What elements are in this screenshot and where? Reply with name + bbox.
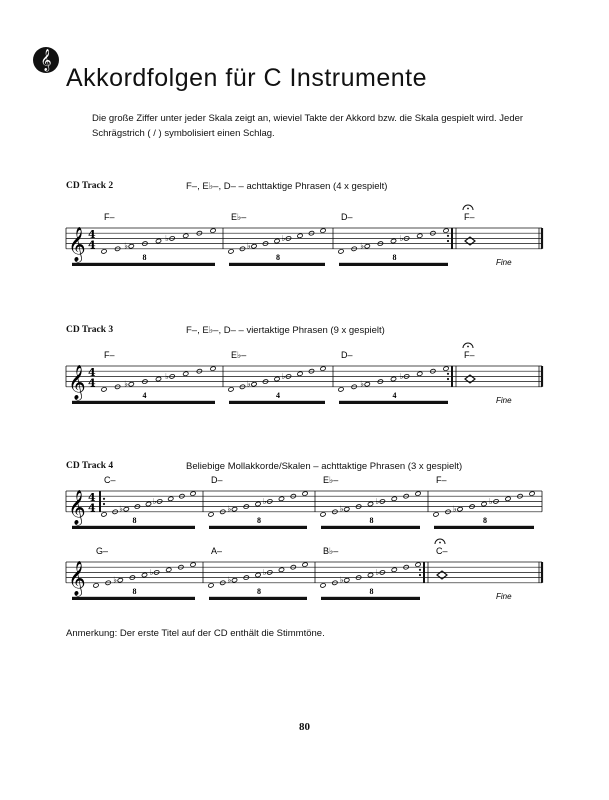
note xyxy=(320,366,326,371)
note xyxy=(390,376,396,381)
chord-symbol: C– xyxy=(436,546,448,556)
note xyxy=(255,572,261,577)
flat-icon: ♭ xyxy=(375,567,380,577)
chord-symbol: E♭– xyxy=(323,475,339,485)
note xyxy=(183,371,189,376)
chord-symbol: F– xyxy=(104,350,115,360)
note xyxy=(251,244,257,249)
chord-symbol: F– xyxy=(464,350,475,360)
note xyxy=(417,233,423,238)
track-description-2: F–, E♭–, D– – achttaktige Phrasen (4 x gespielt) xyxy=(186,181,388,192)
note xyxy=(364,382,370,387)
note xyxy=(278,567,284,572)
note xyxy=(155,238,161,243)
flat-icon: ♭ xyxy=(339,504,344,514)
note xyxy=(128,244,134,249)
note xyxy=(210,228,216,233)
note xyxy=(390,238,396,243)
track-label-3: CD Track 3 xyxy=(66,325,114,335)
note xyxy=(391,496,397,501)
note xyxy=(145,501,151,506)
note xyxy=(320,583,326,588)
chord-symbol: B♭– xyxy=(323,546,339,556)
note xyxy=(190,491,196,496)
note xyxy=(93,583,99,588)
note xyxy=(208,583,214,588)
note xyxy=(101,387,107,392)
repeat-dot xyxy=(419,569,421,571)
flat-icon: ♭ xyxy=(262,567,267,577)
flat-icon: ♭ xyxy=(453,504,457,514)
note xyxy=(320,228,326,233)
chord-symbol: F– xyxy=(436,475,447,485)
flat-icon: ♭ xyxy=(360,379,365,389)
note xyxy=(415,562,421,567)
chord-symbol: D– xyxy=(211,475,223,485)
flat-icon: ♭ xyxy=(489,496,493,506)
fermata-dot xyxy=(439,542,441,544)
flat-icon: ♭ xyxy=(165,233,169,243)
track-label-4: CD Track 4 xyxy=(66,461,114,471)
time-signature-top: 4 xyxy=(88,365,96,379)
note xyxy=(155,376,161,381)
measure-count: 8 xyxy=(276,252,280,262)
note xyxy=(141,572,147,577)
flat-icon: ♭ xyxy=(360,241,365,251)
flat-icon: ♭ xyxy=(281,233,286,243)
count-bar xyxy=(434,526,534,529)
measure-count: 4 xyxy=(276,390,280,400)
flat-icon: ♭ xyxy=(119,504,124,514)
note xyxy=(117,578,123,583)
note xyxy=(190,562,196,567)
count-bar xyxy=(339,263,448,266)
flat-icon: ♭ xyxy=(262,496,267,506)
flat-icon: ♭ xyxy=(152,496,157,506)
time-signature-bottom: 4 xyxy=(88,376,96,390)
footnote: Anmerkung: Der erste Titel auf der CD enthält die Stimmtöne. xyxy=(66,628,325,639)
note xyxy=(123,507,129,512)
intro-text: Die große Ziffer unter jeder Skala zeigt an, wieviel Takte der Akkord bzw. die Skala gespielt wird. Jeder Schrägstrich ( / ) symbolisiert einen Schlag. xyxy=(92,113,524,139)
flat-icon: ♭ xyxy=(227,575,232,585)
note xyxy=(228,249,234,254)
fine-marking: Fine xyxy=(496,591,512,601)
track-description-3: F–, E♭–, D– – viertaktige Phrasen (9 x gespielt) xyxy=(186,325,385,336)
measure-count: 4 xyxy=(142,390,147,400)
flat-icon: ♭ xyxy=(113,575,118,585)
treble-clef-icon: 𝄞 xyxy=(68,226,86,262)
flat-icon: ♭ xyxy=(281,371,286,381)
note xyxy=(228,387,234,392)
repeat-dot xyxy=(103,503,105,505)
count-bar xyxy=(229,263,325,266)
fermata-dot xyxy=(467,346,469,348)
note xyxy=(101,249,107,254)
time-signature-bottom: 4 xyxy=(88,501,96,515)
measure-count: 4 xyxy=(392,390,397,400)
note xyxy=(344,578,350,583)
repeat-dot xyxy=(447,373,449,375)
time-signature-top: 4 xyxy=(88,490,96,504)
time-signature-bottom: 4 xyxy=(88,238,96,252)
note xyxy=(338,249,344,254)
measure-count: 8 xyxy=(483,515,487,525)
flat-icon: ♭ xyxy=(227,504,232,514)
page-title: Akkordfolgen für C Instrumente xyxy=(66,64,427,92)
note xyxy=(168,496,174,501)
measure-count: 8 xyxy=(369,586,374,596)
count-bar xyxy=(72,401,215,404)
count-bar xyxy=(321,597,420,600)
fermata-dot xyxy=(467,208,469,210)
note xyxy=(255,501,261,506)
count-bar xyxy=(321,526,420,529)
chord-symbol: A– xyxy=(211,546,223,556)
treble-clef-icon: 𝄞 xyxy=(68,364,86,400)
repeat-dot xyxy=(419,574,421,576)
note xyxy=(231,507,237,512)
count-bar xyxy=(229,401,325,404)
note xyxy=(302,562,308,567)
chord-symbol: G– xyxy=(96,546,109,556)
note xyxy=(443,366,449,371)
chord-symbol: F– xyxy=(104,212,115,222)
note xyxy=(529,491,535,496)
note xyxy=(302,491,308,496)
flat-icon: ♭ xyxy=(375,496,380,506)
page-number: 80 xyxy=(299,721,310,733)
chord-symbol: C– xyxy=(104,475,116,485)
chord-symbol: E♭– xyxy=(231,350,247,360)
note xyxy=(367,501,373,506)
measure-count: 8 xyxy=(132,586,137,596)
chord-symbol: D– xyxy=(341,212,353,222)
note xyxy=(364,244,370,249)
flat-icon: ♭ xyxy=(247,241,251,251)
chord-symbol: F– xyxy=(464,212,475,222)
repeat-dot xyxy=(447,240,449,242)
note xyxy=(415,491,421,496)
fine-marking: Fine xyxy=(496,395,512,405)
note xyxy=(274,376,280,381)
note xyxy=(338,387,344,392)
flat-icon: ♭ xyxy=(124,379,129,389)
note xyxy=(433,512,439,517)
count-bar xyxy=(209,526,307,529)
treble-clef-icon: 𝄞 xyxy=(68,489,86,525)
flat-icon: ♭ xyxy=(247,379,251,389)
repeat-dot xyxy=(103,498,105,500)
note xyxy=(320,512,326,517)
note xyxy=(208,512,214,517)
note xyxy=(481,501,487,506)
note xyxy=(274,238,280,243)
count-bar xyxy=(72,526,195,529)
treble-clef-icon: 𝄞 xyxy=(68,560,86,596)
flat-icon: ♭ xyxy=(399,233,404,243)
count-bar xyxy=(209,597,307,600)
chord-symbol: D– xyxy=(341,350,353,360)
note xyxy=(231,578,237,583)
note xyxy=(101,512,107,517)
note xyxy=(251,382,257,387)
measure-count: 8 xyxy=(257,586,261,596)
flat-icon: ♭ xyxy=(339,575,344,585)
note xyxy=(128,382,134,387)
note xyxy=(297,371,303,376)
note xyxy=(297,233,303,238)
measure-count: 8 xyxy=(369,515,374,525)
track-label-2: CD Track 2 xyxy=(66,181,114,191)
note xyxy=(166,567,172,572)
measure-count: 8 xyxy=(257,515,261,525)
note xyxy=(367,572,373,577)
repeat-dot xyxy=(447,235,449,237)
measure-count: 8 xyxy=(132,515,137,525)
note xyxy=(391,567,397,572)
time-signature-top: 4 xyxy=(88,227,96,241)
note xyxy=(457,507,463,512)
chord-symbol: E♭– xyxy=(231,212,247,222)
note xyxy=(505,496,511,501)
note xyxy=(183,233,189,238)
note xyxy=(344,507,350,512)
count-bar xyxy=(72,263,215,266)
measure-count: 8 xyxy=(142,252,147,262)
fine-marking: Fine xyxy=(496,257,512,267)
flat-icon: ♭ xyxy=(165,371,169,381)
track-description-4: Beliebige Mollakkorde/Skalen – achttaktige Phrasen (3 x gespielt) xyxy=(186,461,463,472)
note xyxy=(210,366,216,371)
note xyxy=(278,496,284,501)
count-bar xyxy=(72,597,195,600)
note xyxy=(417,371,423,376)
note xyxy=(443,228,449,233)
count-bar xyxy=(339,401,448,404)
flat-icon: ♭ xyxy=(399,371,404,381)
measure-count: 8 xyxy=(392,252,397,262)
flat-icon: ♭ xyxy=(149,567,154,577)
treble-clef-icon: 𝄞 xyxy=(33,47,59,73)
flat-icon: ♭ xyxy=(124,241,129,251)
repeat-dot xyxy=(447,378,449,380)
